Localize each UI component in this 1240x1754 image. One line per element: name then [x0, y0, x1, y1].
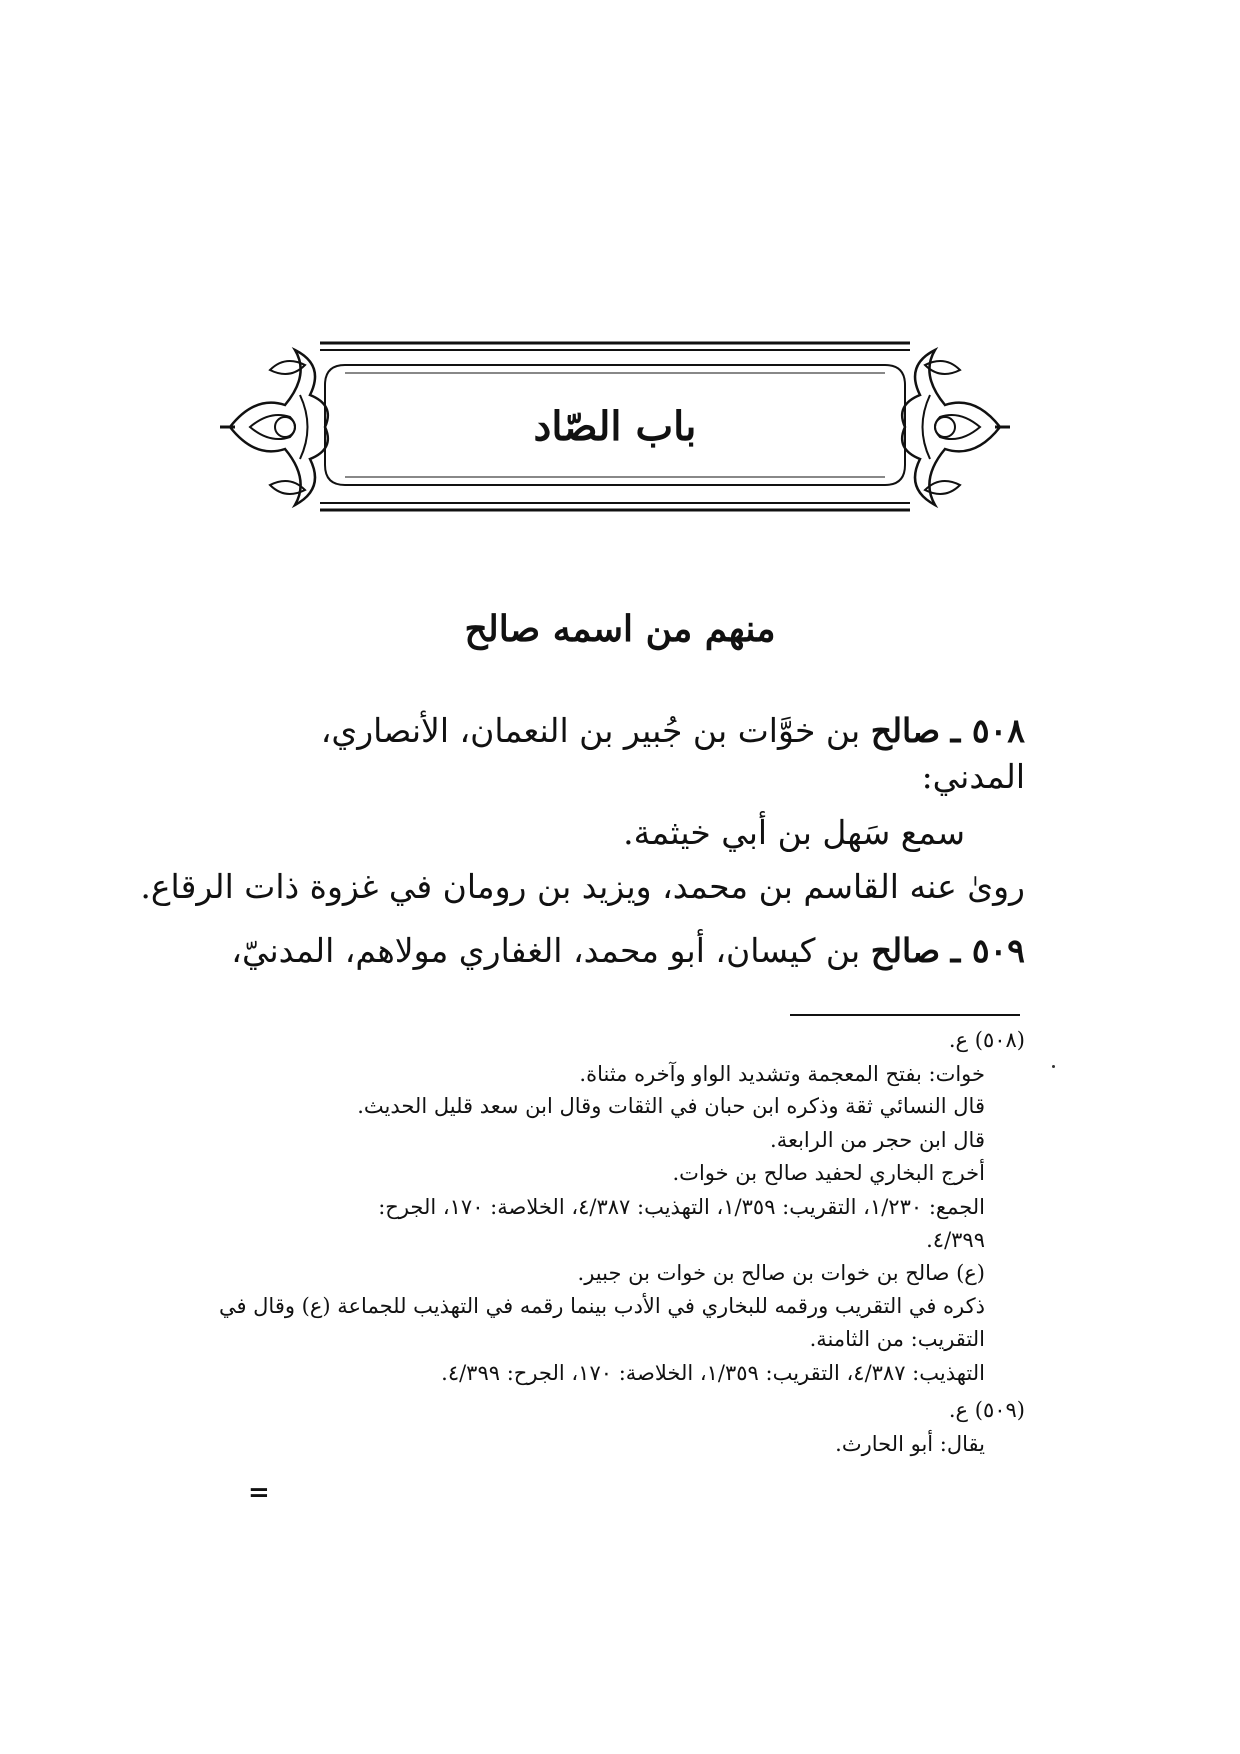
footnote-marker-509: (٥٠٩) ع.: [948, 1398, 1025, 1422]
chapter-title: باب الصّاد: [533, 403, 697, 450]
ink-speck: [1052, 1065, 1055, 1068]
footnote-line: يقال: أبو الحارث.: [835, 1432, 985, 1456]
footnote-line: خوات: بفتح المعجمة وتشديد الواو وآخره مثناة.: [579, 1062, 985, 1086]
entry-lineage: بن خوَّات بن جُبير بن النعمان، الأنصاري،: [320, 711, 861, 750]
entry-name: صالح: [870, 711, 941, 750]
footnote-line: أخرج البخاري لحفيد صالح بن خوات.: [672, 1161, 985, 1185]
footnote-marker-508: (٥٠٨) ع.: [948, 1028, 1025, 1052]
footnote-line: التقريب: من الثامنة.: [809, 1327, 985, 1351]
footnote-separator: [790, 1014, 1020, 1016]
entry-lineage: بن كيسان، أبو محمد، الغفاري مولاهم، المدنيّ،: [231, 931, 861, 970]
continuation-mark: =: [248, 1478, 270, 1508]
entry-nisba: المدني:: [921, 757, 1025, 796]
entry-508-line-2: [225, 756, 1025, 797]
entry-number: ٥٠٨ ـ: [950, 711, 1025, 750]
footnote-line: ذكره في التقريب ورقمه للبخاري في الأدب بينما رقمه في التهذيب للجماعة (ع) وقال في: [218, 1294, 985, 1318]
entry-509-line-1: [225, 930, 1025, 971]
entry-name: صالح: [870, 931, 941, 970]
entry-508-line-1: [225, 710, 1025, 751]
footnote-line: (ع) صالح بن خوات بن صالح بن خوات بن جبير.: [577, 1261, 985, 1285]
entry-508-heard: [225, 812, 1025, 853]
entry-text-line: سمع سَهل بن أبي خيثمة.: [623, 813, 965, 852]
footnotes: [195, 1028, 1025, 1488]
footnote-line: قال النسائي ثقة وذكره ابن حبان في الثقات وقال ابن سعد قليل الحديث.: [357, 1094, 985, 1118]
section-heading: منهم من اسمه صالح: [464, 608, 776, 650]
entry-text-line: روىٰ عنه القاسم بن محمد، ويزيد بن رومان في غزوة ذات الرقاع.: [140, 867, 1025, 906]
footnote-line: التهذيب: ٤/٣٨٧، التقريب: ١/٣٥٩، الخلاصة: ١٧٠، الجرح: ٤/٣٩٩.: [441, 1361, 985, 1385]
entry-508-narrators: [140, 866, 1025, 907]
footnote-line: الجمع: ١/٢٣٠، التقريب: ١/٣٥٩، التهذيب: ٤/٣٨٧، الخلاصة: ١٧٠، الجرح:: [378, 1195, 985, 1219]
footnote-line: ٤/٣٩٩.: [926, 1228, 985, 1252]
chapter-banner: [215, 335, 1015, 525]
footnote-line: قال ابن حجر من الرابعة.: [770, 1128, 985, 1152]
entry-number: ٥٠٩ ـ: [950, 931, 1025, 970]
